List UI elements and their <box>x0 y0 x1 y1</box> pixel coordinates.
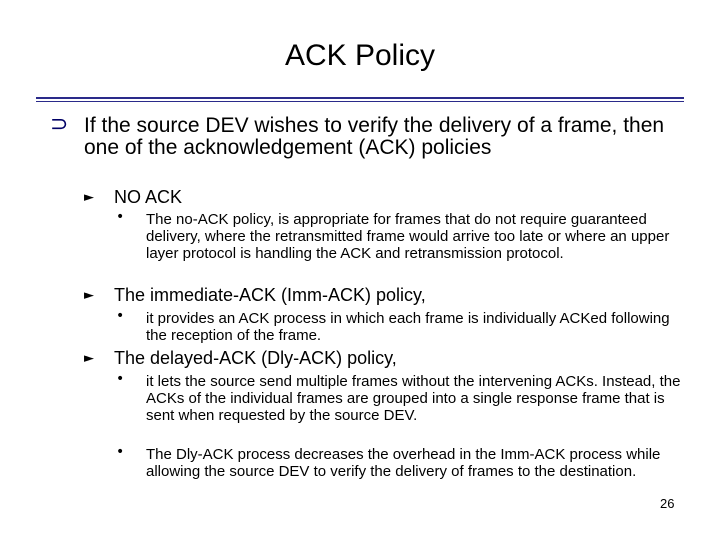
arrow-bullet-icon: ► <box>84 190 94 205</box>
title-divider-thin <box>36 101 684 102</box>
sub-point-no-ack <box>84 187 182 208</box>
arrow-bullet-icon: ► <box>84 288 94 303</box>
slide-title: ACK Policy <box>284 39 436 72</box>
detail-bullet-icon: • <box>116 371 125 387</box>
arrow-bullet-icon: ► <box>84 351 94 366</box>
sub-point-label: NO ACK <box>114 187 183 207</box>
sub-point-imm-ack <box>84 285 426 306</box>
detail-bullet-icon: • <box>116 444 125 460</box>
main-point-text: If the source DEV wishes to verify the delivery of a frame, then one of the acknowledgement (ACK) policies <box>84 114 665 159</box>
detail-bullet-icon: • <box>116 308 125 324</box>
sub-point-label: The immediate-ACK (Imm-ACK) policy, <box>114 285 426 305</box>
main-bullet-icon: ⊃ <box>50 112 69 137</box>
page-number: 26 <box>660 496 675 511</box>
detail-text: it lets the source send multiple frames without the intervening ACKs. Instead, the ACKs of the individual frames are grouped into a single response frame that is sent when requested by the source DEV. <box>146 373 681 424</box>
title-divider-thick <box>36 97 684 99</box>
detail-text: The Dly-ACK process decreases the overhead in the Imm-ACK process while allowing the source DEV to verify the delivery of frames to the destination. <box>146 446 661 480</box>
sub-point-dly-ack <box>84 348 397 369</box>
detail-bullet-icon: • <box>116 209 125 225</box>
detail-text: it provides an ACK process in which each frame is individually ACKed following the reception of the frame. <box>146 310 670 344</box>
sub-point-label: The delayed-ACK (Dly-ACK) policy, <box>114 348 397 368</box>
detail-text: The no-ACK policy, is appropriate for frames that do not require guaranteed delivery, where the retransmitted frame would arrive too late or where an upper layer protocol is handling the ACK and retransmission protocol. <box>146 211 670 262</box>
